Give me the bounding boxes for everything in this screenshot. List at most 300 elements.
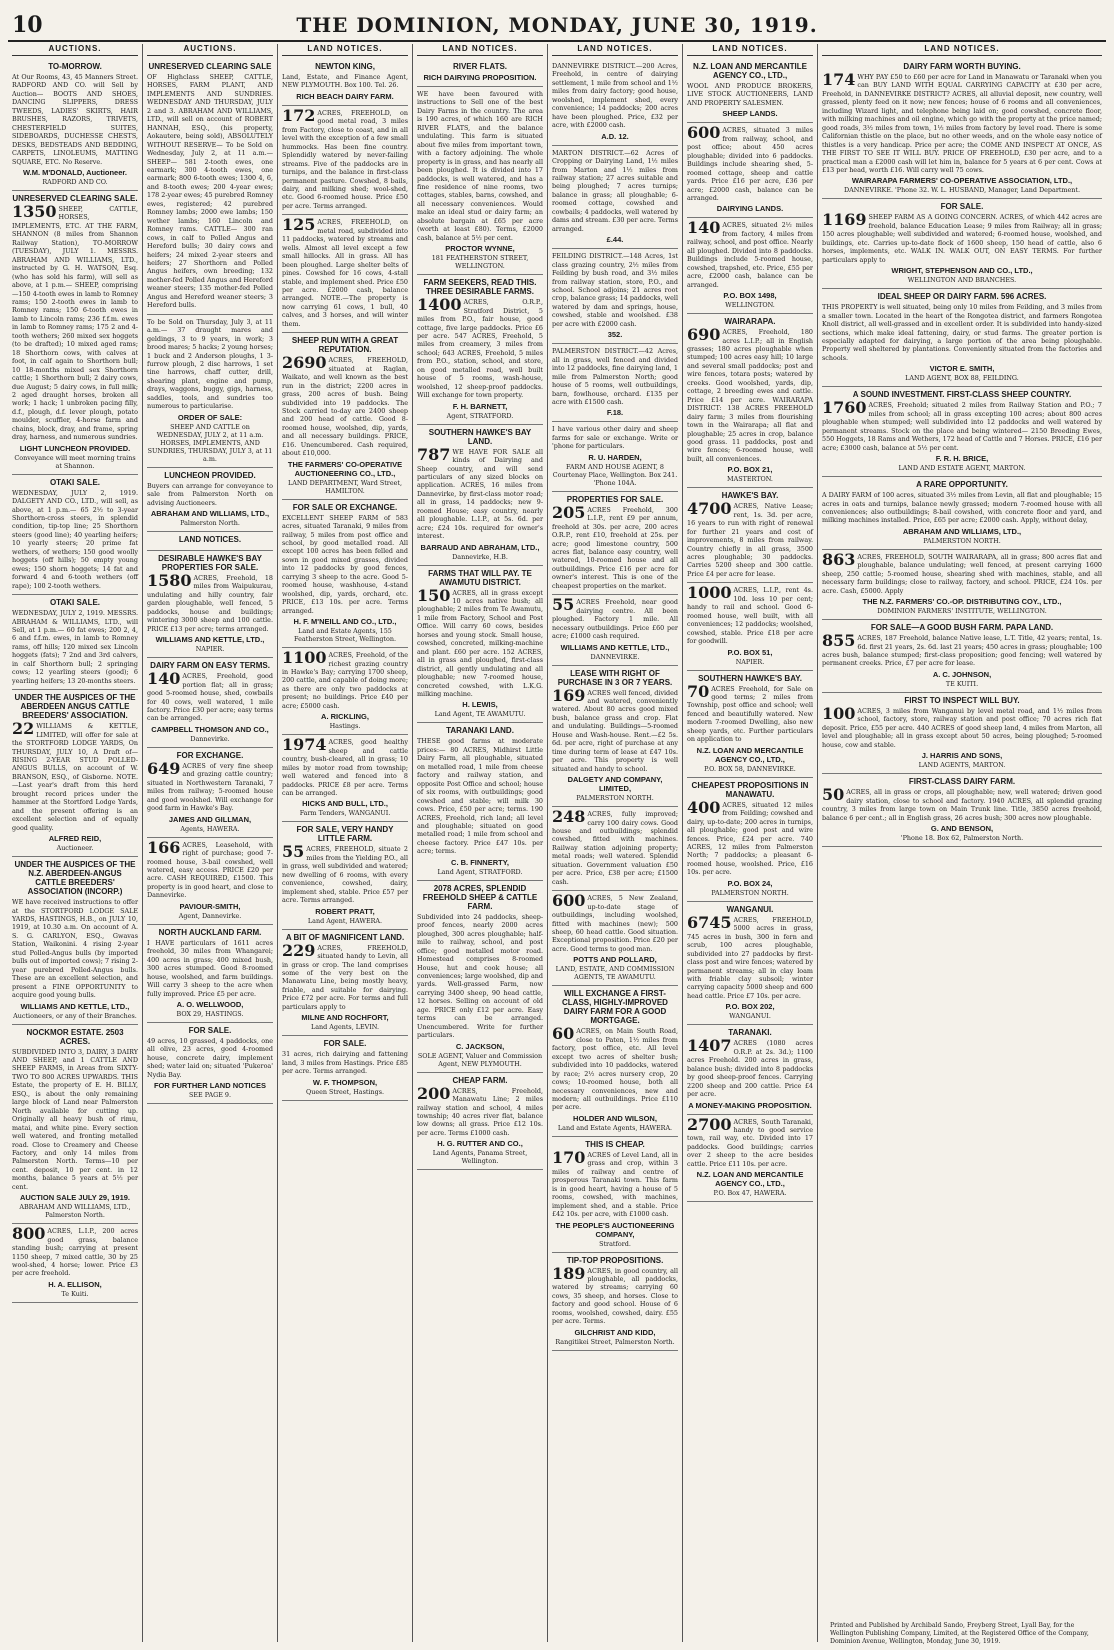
ad-text: WOOL AND PRODUCE BROKERS, LIVE STOCK AUCTIONEERS, LAND AND PROPERTY SALESMEN. [687,82,813,107]
ad-title: DESIRABLE HAWKE'S BAY PROPERTIES FOR SALE. [158,554,262,573]
ad-acreage: 855 [822,631,856,651]
advertisement [822,693,1102,774]
ad-title: FOR SALE. [188,1025,232,1035]
ad-address: Rangitikei Street, Palmerston North. [555,1337,675,1346]
ad-body [822,549,1102,595]
advertisement [822,620,1102,693]
ad-acreage: 189 [552,1263,586,1283]
ad-body [552,347,678,406]
advertisement [552,422,678,491]
ad-title: FARMS THAT WILL PAY. TE AWAMUTU DISTRICT. [428,568,532,587]
advertisement [822,59,1102,199]
ad-text: SUBDIVIDED INTO 3, DAIRY, 3 DAIRY AND SHEEP, and 1 CATTLE AND SHEEP FARMS, in Areas from SIXTY-TWO TO 800 ACRES UPWARDS. THIS Estate, the property of E. H. BILLY, ESQ., is about the only remaining large block of Land near Palmerston North available for cutting up. Originally all heavy bush of rimu, matai, and white pine. Every section well watered, and fronting metalled road. Close to Creamery and Cheese Factory, and only 14 miles from Palmerston North. Terms—10 per cent. deposit, 10 per cent. in 12 months, balance 5 years at 5½ per cent. [12,1047,138,1191]
ad-address: WELLINGTON. [725,301,775,310]
ad-signature: SHEEP LANDS. [722,109,778,119]
ad-text: OF Highclass SHEEP, CATTLE, HORSES, FARM PLANT, AND IMPLEMENTS AND SUNDRIES. WEDNESDAY AND THURSDAY, JULY 2 and 3. ABRAHAM AND WILLIAMS, LTD., will sell on account of ROBERT HANNAH, ESQ., (his property, Aokautere, being sold), ABSOLUTELY WITHOUT RESERVE— To be Sold on Wednesday, July 2, at 11 a.m.— SHEEP— 581 2-tooth ewes, one earmark; 300 4-tooth ewes, one earmark; 800 6-tooth ewes; 1300 4, 6, and 8-tooth ewes; 200 4-year ewes; 178 2-year ewes; 45 purebred Romney ewes, registered; 42 purebred Romney lambs; 2000 ewe lambs; 150 wether lambs; 160 Lincoln and Romney rams. CATTLE— 300 ran cows, in calf to Polled Angus and Hereford bulls; 30 dairy cows and heifers; 24 mixed 2-year steers and heifers; 27 Shorthorn and Polled Angus heifers, own breeding; 132 mother-fed Polled Angus and Hereford weaner steers; 135 mother-fed Polled Angus and Hereford weaner steers; 3 Hereford bulls. [147,73,273,310]
ad-text: 31 acres, rich dairying and fattening land, 3 miles from Hastings. Price £85 per acre. Terms arranged. [282,1050,408,1076]
ad-title: LAND NOTICES. [178,535,242,545]
ad-text: EXCELLENT SHEEP FARM of 583 acres, situated Taranaki, 9 miles from railway, 5 miles from post office and school, by good metalled road. All except 100 acres has been felled and sown in good mixed grasses, divided into 12 paddocks by good fences, carrying 3 sheep to the acre. Good 5-roomed house, washhouse, 4-stand woolshed, dip, yards, orchard, etc. PRICE, £13 10s. per acre. Terms arranged. [282,513,408,615]
ad-acreage: 166 [147,837,181,857]
advertisement [282,648,408,735]
ad-text: ACRES, FREEHOLD, 5000 acres in grass, 745 acres in bush, 300 in fern and scrub, 100 acres ploughable, subdivided into 27 paddocks by first-class post and wire fences; watered by permanent streams; all in clay loam with friable clay subsoil; winter carrying capacity 5000 sheep and 600 head cattle. Price £7 10s. per acre. [687,915,813,1000]
advertisement [12,690,138,857]
ad-acreage: 800 [12,1224,46,1244]
column-heading: LAND NOTICES. [282,44,408,56]
advertisement [417,723,543,880]
ad-address: DANNEVIRKE. [590,652,640,661]
ad-body [552,425,678,450]
ad-signature: AUCTION SALE JULY 29, 1919. [19,1193,131,1203]
ad-signature: P.O. BOX 51, [727,647,773,657]
ad-signature: ROBERT PRATT, [315,906,375,916]
ad-title: TO-MORROW. [48,62,102,71]
column-heading: AUCTIONS. [12,44,138,56]
advertisement [12,1224,138,1303]
ad-address: LAND AND ESTATE AGENT, MARTON. [898,464,1026,473]
ad-text: ACRES, FREEHOLD, situate 2 miles from the Yielding P.O., all in grass, well subdivided and watered; new dwelling of 6 rooms, with every convenience, cowshed, dairy, implement shed, stable. Price £57 per acre. Terms arranged. [282,845,408,905]
advertisement [417,566,543,724]
ad-text: MARTON DISTRICT.—62 Acres of Cropping or Dairying Land, 1½ miles from Marton and 1½ miles from railway station; 27 acres suitable and being ploughed; 7 acres turnips; balance in grass; all ploughable; 6-roomed cottage, cowshed and cowbails; 4 paddocks, well watered by dams and stream. £30 per acre. Terms arranged. [552,148,678,233]
column-3 [278,44,413,1642]
ad-acreage: 1760 [822,398,867,418]
ad-signature: A MONEY-MAKING PROPOSITION. [688,1100,812,1110]
ad-text: I have various other dairy and sheep farms for sale or exchange. Write or 'phone for particulars. [552,425,678,451]
ad-signature: PAVIOUR-SMITH, [179,901,241,911]
ad-text: ACRES of Level Land, all in grass and crop, within 3 miles of railway and centre of prosperous Taranaki town. This farm is in good heart, having a house of 5 rooms, cowshed, with machines, implement shed, and a stable. Price £42 10s. per acre, with £1000 cash. [552,1150,678,1219]
advertisement [687,902,813,1026]
ad-text: ACRES, FREEHOLD, situated at Raglan, Waikato, and well known as the best run in the district; 2200 acres in grass, 200 acres of bush. Being subdivided into 19 paddocks. The Stock carried to-day are 2400 sheep and 200 head of cattle. Good 8-roomed house, woolshed, dip, yards, and all necessary buildings. PRICE, £16. Unencumbered. Cash required, about £10,000. [282,356,408,458]
ad-acreage: 1000 [687,583,732,603]
ad-signature: ORDER OF SALE: [177,412,243,422]
ad-title: FARM SEEKERS, READ THIS. THREE DESIRABLE FARMS. [423,278,537,297]
ad-text: ACRES, situated 12 miles from Feilding; cowshed and dairy, up-to-date; 200 acres in turnips, all ploughable; good post and wire fences. Price, £24 per acre. 740 ACRES, 12 miles from Palmerston North; 7 paddocks; a pleasant 6-roomed house, woolshed. Price, £16 10s. per acre. [687,800,813,877]
ad-address: FARM AND HOUSE AGENT, 8 Courtenay Place, Wellington. Box 241. 'Phone 104A. [552,462,678,487]
ad-acreage: 60 [552,1024,575,1044]
ad-address: Land Agent, STRATFORD. [437,867,523,876]
ad-title: WANGANUI. [726,904,774,914]
advertisement [147,748,273,838]
ad-text: ACRES, Freehold, good portion flat; all in grass; good 5-roomed house, shed, cowbails for 40 cows, well watered, 1 mile factory. Price £30 per acre; easy terms can be arranged. [147,672,273,723]
ad-title: UNDER THE AUSPICES OF THE ABERDEEN ANGUS CATTLE BREEDERS' ASSOCIATION. [14,693,136,721]
ad-body [822,785,1102,822]
ad-address: Hastings. [329,722,361,731]
advertisement [12,475,138,595]
ad-text: ACRES, FREEHOLD, situated handy to Levin, all in grass or crop. The land comprises some of the very best on the Manawatu Line, being mostly heavy, friable, and suitable for dairying. Price £72 per acre. For terms and full particulars apply to [282,943,408,1011]
ad-text: ACRES, FREEHOLD, SOUTH WAIRARAPA, all in grass; 800 acres flat and ploughable, balance undulating; well fenced, at present carrying 1600 sheep, 250 cattle; 5-roomed house, shearing shed with machines, stable, and all necessary farm buildings; close to railway, factory, and school. PRICE, £24 10s. per acre. Cash, £5000. Apply [822,552,1102,595]
ad-acreage: 2690 [282,353,327,373]
ad-signature: H. G. RUTTER AND CO., [437,1139,523,1149]
advertisement [552,1137,678,1253]
ad-signature: H. LEWIS, [462,700,498,710]
advertisement [552,666,678,808]
ad-title: SOUTHERN HAWKE'S BAY. [698,673,802,683]
ad-body [552,1024,678,1112]
advertisement [552,986,678,1137]
ad-text: ACRES, Freehold, 18 miles from Waipukurau, undulating and hilly country, fair garden ploughable, well fenced, 5 paddocks, house and buildings; wintering 3000 sheep and 100 cattle. PRICE £13 per acre; terms arranged. [147,574,273,633]
columns [8,44,1106,1642]
ad-body [417,295,543,400]
ad-text: ACRES, Freehold, of the richest grazing country in Hawke's Bay; carrying 1700 sheep, 200 cattle, and capable of doing more; as there are only two paddocks at present; no buildings. Price £40 per acre; £5000 cash. [282,651,408,710]
ad-signature: RICH BEACH DAIRY FARM. [296,91,394,101]
ad-signature: POTTS AND POLLARD, [573,955,657,965]
ad-text: WE HAVE FOR SALE all kinds of Dairying and Sheep country, and will send particulars of any sized blocks on application. ACRES, 16 miles from Dannevirke, by first-class motor road; all in grass, 14 paddocks; new 9-roomed House; easy country, nearly all ploughable. L.I.P., at 5s. 6d. per acre; £24 10s. required for owner's interest. [417,447,543,541]
ad-address: SEE PAGE 9. [189,1091,231,1100]
ad-acreage: 229 [282,940,316,960]
ad-acreage: 1407 [687,1036,732,1056]
masthead [8,10,1106,42]
advertisement [822,289,1102,387]
ad-signature: VICTOR E. SMITH, [929,364,995,374]
ad-text: ACRES, L.I.P., rent 4s. 10d. less 10 per cent; handy to rail and school. Good 6-roomed house, well built, with all conveniences; 12 paddocks; woolshed, cowshed, stable. Price £18 per acre for goodwill. [687,586,813,646]
ad-body [552,595,678,641]
advertisement [687,123,813,218]
ad-title: OTAKI SALE. [49,477,101,487]
ad-acreage: 1580 [147,571,192,591]
ad-address: Land and Estate Agents, 155 Featherston Street, Wellington. [294,627,396,644]
ad-title: SOUTHERN HAWKE'S BAY LAND. [428,427,532,446]
ad-signature: MILNE AND ROCHFORT, [301,1013,389,1023]
ad-address: DANNEVIRKE. 'Phone 32. W. L. HUSBAND, Manager, Land Department. [843,186,1081,195]
ad-address: LAND AGENT, BOX 88, FEILDING. [905,374,1019,383]
ad-signature: J. HARRIS AND SONS, [921,751,1003,761]
ad-body [552,891,678,953]
ad-acreage: 140 [147,669,181,689]
ad-title: CHEAP FARM. [452,1075,508,1085]
ad-signature: THE FARMERS' CO-OPERATIVE AUCTIONEERING CO., LTD., [287,459,403,478]
ad-acreage: 4700 [687,499,732,519]
ad-signature: DAIRYING LANDS. [716,204,784,214]
ad-body [282,648,408,710]
ad-body [417,737,543,855]
ad-address: Auctioneer. [56,844,94,853]
ad-body [417,444,543,541]
ad-text: ACRES, 187 Freehold, balance Native lease, L.T. Title, 42 years; rental, 1s. 6d. first 21 years, 2s. 6d. last 21 years; 450 acres in grass; ploughable; 100 acres bush, balance stumped; first-class proposition; good fencing; well watered by permanent creeks. Price, £7 per acre for lease. [822,634,1102,668]
ad-body [282,842,408,905]
ad-body [822,70,1102,174]
advertisement [822,550,1102,620]
ad-text: ACRES, FREEHOLD, on good metal road, 3 miles from Factory, close to coast, and in all level with the exception of a few small hummocks. Has been fine country. Splendidly watered by never-failing streams. Five of the paddocks are in turnips, and the balance in first-class permanent pasture. Cowshed, 8 bails, dairy, and milking shed; wool-shed, etc. Good 6-roomed house. Price £50 per acre. Terms arranged. [282,108,408,210]
ad-signature: BARRAUD AND ABRAHAM, LTD., [420,542,540,552]
ad-body [12,1048,138,1192]
ad-body [147,1037,273,1079]
ad-text: SHEEP FARM AS A GOING CONCERN. ACRES, of which 442 acres are freehold, balance Education Lease; 9 miles from Railway; all in grass; 150 acres ploughable; well subdivided and watered; 6-roomed house, woolshed, and buildings, etc. Carries up-to-date flock of 1600 sheep, 150 head of cattle, also 6 horses, implements, etc. WALK IN. WALK OUT, ON EASY TERMS. For further particulars apply to [822,213,1102,264]
ad-body [822,491,1102,525]
advertisement [12,59,138,191]
advertisement [417,881,543,1073]
ad-address: PALMERSTON NORTH. [711,888,789,897]
ad-signature: 352. [607,330,623,340]
ad-body [552,62,678,130]
ad-title: FOR SALE OR EXCHANGE. [292,502,398,512]
column-1 [8,44,143,1642]
ad-title: WAIRARAPA. [724,317,776,327]
ad-body [282,735,408,797]
ad-body [417,913,543,1040]
ad-address: Land and Estate Agents, HAWERA. [557,1123,673,1132]
advertisement [147,532,273,551]
ad-text: 49 acres, 10 grassed, 4 paddocks, one all olive, 23 acres, good 4-roomed house, concrete dairy, implement shed; water laid on; situated 'Pukeroa' Nydia Bay. [147,1036,273,1079]
advertisement [687,583,813,670]
ad-body [687,912,813,1001]
ad-signature: WILLIAMS AND KETTLE, LTD., [560,642,670,652]
ad-text: ACRES, situated 2½ miles from factory, 4 miles from railway, school, and post office. Nearly all ploughed. Divided into 8 paddocks. Buildings include 5-roomed house, cowshed, trapshed, etc. Price, £55 per acre, £2000 cash, balance can be arranged. [687,221,813,289]
ad-text: ACRES, O.R.P., Stratford District, 5 miles from P.O., fair house, good cottage, five large paddocks. Price £6 per acre. 547 ACRES, Freehold, 5 miles from creamery, 3 miles from school; 643 ACRES, Freehold, 5 miles from P.O., station, school, and store, on good metalled road, well built house of 5 rooms, wash-house, woolshed, 12 sheep-proof paddocks. Will exchange for town property. [417,298,543,400]
ad-address: Dannevirke, H.B. [452,552,508,561]
ad-address: ABRAHAM AND WILLIAMS, LTD., Palmerston North. [19,1203,131,1220]
advertisement [147,468,273,532]
ad-text: ACRES well fenced, divided and watered, conveniently watered. About 80 acres good mixed bush, balance grass and crop. Flat and undulating. Buildings—5-roomed House and Wash-house. Rent.—£2 5s. 6d. per acre, right of purchase at any time during term of lease at £47 10s. per acre. This property is well situated and handy to school. [552,688,678,773]
ad-signature: F.18. [606,408,624,418]
ad-acreage: 1169 [822,210,867,230]
column-heading: LAND NOTICES. [552,44,678,56]
ad-text: ACRES, fully improved; carry 100 dairy cows. Good house and outbuildings; splendid cowshed, fitted with machines. Railway station adjoining property; metal roads; well watered. Splendid situation. Government valuation £50 per acre. Price, £38 per acre; £1500 cash. [552,810,678,886]
ad-body [147,939,273,998]
ad-text: ACRES, all in grass or crops, all ploughable; new, well watered; driven good dairy station, close to school and factory. 1940 ACRES, all splendid grazing country, 3 miles from large town on Main Trunk line. Title, 3850 acres freehold, balance 6 per cent.; all in English grass, 26 acres bush; 300 acres now ploughable. [822,788,1102,822]
ad-title: LUNCHEON PROVIDED. [164,470,256,480]
ad-signature: P.O. BOX 1498, [723,291,777,301]
column-heading: LAND NOTICES. [687,44,813,56]
ad-address: MASTERTON. [727,475,773,484]
ad-address: SOLE AGENT, Valuer and Commission Agent, NEW PLYMOUTH. [417,1051,543,1068]
ad-title: 2078 ACRES, SPLENDID FREEHOLD SHEEP & CATTLE FARM. [422,883,538,911]
ad-body [147,73,273,310]
ad-signature: P.O. BOX 202, [725,1002,775,1012]
ad-title: RIVER FLATS. [452,62,508,71]
ad-signature: DALGETY AND COMPANY, LIMITED, [567,775,663,794]
advertisement [822,387,1102,477]
ad-body [687,797,813,877]
advertisement [822,199,1102,289]
ad-title: FOR SALE—A GOOD BUSH FARM. PAPA LAND. [870,623,1054,633]
ad-signature: A. RICKLING, [321,712,369,722]
ad-body [417,90,543,242]
ad-body [147,318,273,411]
ad-body [12,201,138,442]
ad-title: UNRESERVED CLEARING SALE. [12,193,138,203]
ad-text: THIS PROPERTY is well situated, being only 10 miles from Feilding, and 3 miles from a smaller town. Located in the heart of the Rongotea district, and farmers Rongotea Knoll district, all well-grassed and in excellent order. It is subdivided into handy-sized sections, which make ideal fattening, dairy, or stud farms. The greater portion is especially adapted for dairying, a large portion of the area being ploughable. Property well sheltered by plantations. Conveniently situated from the factories and schools. [822,303,1102,362]
ad-acreage: 200 [417,1083,451,1103]
ad-signature: WAIRARAPA FARMERS' CO-OPERATIVE ASSOCIATION, LTD., [851,176,1073,186]
advertisement [12,191,138,475]
ad-body [687,123,813,202]
ad-title: N.Z. LOAN AND MERCANTILE AGENCY CO., LTD., [693,62,807,80]
advertisement [282,930,408,1037]
ad-title: WILL EXCHANGE A FIRST-CLASS, HIGHLY-IMPROVED DAIRY FARM FOR A GOOD MORTGAGE. [562,989,668,1026]
ad-title: OTAKI SALE. [49,598,101,608]
ad-address: 181 FEATHERSTON STREET, WELLINGTON. [431,254,529,271]
advertisement [687,1115,813,1203]
ad-body [282,215,408,328]
ad-address: PALMERSTON NORTH. [576,794,654,803]
ad-title: FOR SALE. [940,202,984,212]
column-2 [143,44,278,1642]
ad-signature: ABRAHAM AND WILLIAMS, LTD., [150,509,270,519]
ad-text: ACRES, good healthy sheep and cattle country, bush-cleared, all in grass; 10 miles by motor road from township; well watered and fenced into 8 paddocks. PRICE £8 per acre. Terms can be arranged. [282,738,408,797]
ad-text: Land, Estate, and Finance Agent, NEW PLYMOUTH. Box 100. Tel. 26. [282,73,408,90]
column-heading: AUCTIONS. [147,44,273,56]
ad-title: DAIRY FARM WORTH BUYING. [903,62,1021,71]
ad-text: ACRES, 3 miles from Wanganui by level metal road, and 1½ miles from school, factory, store, railway station and post office; 70 acres rich flat deposit. Price, £55 per acre. 440 ACRES of good sheep land, 4 miles from Marton, all level and ploughable; all in grass except about 50 acres, being ploughed; 5-roomed house, cow and stable. [822,706,1102,749]
column-heading: LAND NOTICES. [417,44,543,56]
newspaper-title: THE DOMINION, MONDAY, JUNE 30, 1919. [296,13,818,37]
advertisement [282,500,408,648]
advertisement [552,891,678,986]
ad-acreage: 2700 [687,1114,732,1134]
ad-title: FOR SALE, VERY HANDY LITTLE FARM. [296,825,394,844]
ad-signature: THE PEOPLE'S AUCTIONEERING COMPANY, [555,1220,675,1239]
ad-text: PALMERSTON DISTRICT.—42 Acres, all in grass, well fenced and divided into 12 paddocks, fine dairying land, 1 mile from Palmerston North; good house of 5 rooms, well outbuildings, barn, fowlhouse, orchard. £135 per acre with £1500 cash. [552,347,678,406]
ad-title: TIP-TOP PROPOSITIONS. [566,1255,664,1265]
advertisement [12,1025,138,1225]
ad-acreage: 70 [687,681,710,701]
ad-signature: N.Z. LOAN AND MERCANTILE AGENCY CO., LTD., [696,1170,804,1189]
ad-title: TARANAKI. [728,1028,772,1038]
advertisement [282,333,408,499]
column-5 [548,44,683,1642]
ad-body [552,1147,678,1219]
ad-address: WELLINGTON AND BRANCHES. [907,276,1017,285]
advertisement [687,671,813,778]
ad-text: ACRES, Leasehold, with right of purchase; good 7-roomed house, 3-bail cowshed, well watered, easy access. PRICE £20 per acre. CASH REQUIRED, £1500. This property is in good heart, and close to Dannevirke. [147,840,273,900]
ad-text: To be Sold on Thursday, July 3, at 11 a.m.— 37 draught mares and geldings, 3 to 9 years, in work; 3 brood mares; 5 hacks; 2 young horses; 1 buck and 2 Anderson ploughs, 1 3-furrow plough, 2 disc harrows, 1 set tine harrows, chaff cutter, drill, shearing plant, engine and pump, drays, waggons, buggy, gigs, harness, saddles, tools, and sundries too numerous to particularise. [147,317,273,411]
ad-address: Stratford. [599,1239,631,1248]
ad-text: ACRES, on Main South Road, close to Paten, 1½ miles from factory, post office, etc. All level except two acres of shelter bush; subdivided into 10 paddocks, watered by race; 2½ acres nursery crop, 20 cows; 10-roomed house, both all necessary conveniences, new and modern; all outbuildings. Price £110 per acre. [552,1027,678,1112]
advertisement [417,275,543,424]
ad-body [282,940,408,1012]
advertisement [552,807,678,891]
ad-text: WEDNESDAY, JULY 2, 1919. DALGETY AND CO., LTD., will sell, as above, at 1 p.m.— 65 2½ to 3-year Shorthorn-cross steers, in splendid condition, tip-top line; 25 Shorthorn steers (good line); 40 yearling heifers; 10 yearly steers; 20 prime fat wethers, of wethers; 150 good woolly hoggets (off hills); 50 empty young ewes; 150 shorn hoggets; 14 fat and forward 4 and 6-tooth wethers (off rape); 100 2-tooth wethers. [12,488,138,590]
advertisement [822,774,1102,847]
advertisement [147,59,273,315]
ad-title: THIS IS CHEAP. [585,1139,645,1149]
ad-address: Queen Street, Hastings. [305,1087,385,1096]
ad-body [282,353,408,458]
ad-body [552,685,678,774]
ad-acreage: 170 [552,1147,586,1167]
ad-body [822,398,1102,452]
ad-text: ACRES of very fine sheep and grazing cattle country; situated in Northwestern Taranaki, 7 miles from railway; 5-roomed house and good woolshed. Will exchange for good farm in Hawke's Bay. [147,761,273,813]
ad-title: FIRST TO INSPECT WILL BUY. [904,695,1020,705]
advertisement [687,59,813,123]
ad-signature: R. U. HARDEN, [588,452,642,462]
ad-address: Palmerston North. [180,519,240,528]
ad-address: 'Phone 18. Box 62, Palmerston North. [900,834,1024,843]
ad-address: P.O. BOX 58, DANNEVIRKE. [704,764,796,773]
ad-body [12,489,138,590]
ad-acreage: 787 [417,444,451,464]
ad-title: UNDER THE AUSPICES OF THE N.Z. ABERDEEN-ANGUS CATTLE BREEDERS' ASSOCIATION (INCORP.) [14,860,136,897]
ad-acreage: 1400 [417,295,462,315]
advertisement [687,778,813,902]
ad-body [12,898,138,999]
ad-signature: WILLIAMS AND KETTLE, LTD., [20,1001,130,1011]
advertisement [147,315,273,468]
ad-body [687,1036,813,1099]
ad-signature: £.44. [606,235,624,245]
ad-acreage: 1350 [12,201,57,221]
page-number: 10 [12,12,43,38]
ad-text: ACRES, 5 New Zealand, up-to-date stage of outbuildings, including woolshed, fitted with machines (new); 500 sheep, 60 head cattle. Good situation. Exceptional proposition. Price £20 per acre. Good terms to good man. [552,894,678,953]
ad-text: ACRES, in good country, all ploughable, all paddocks, watered by streams; carrying 60 cows, 35 sheep, and horses. Close to factory and good school. House of 6 rooms, woolshed, cowshed, dairy. £55 per acre. Terms. [552,1266,678,1326]
ad-body [687,325,813,463]
ad-signature: P.O. BOX 21, [727,465,773,475]
advertisement [282,1036,408,1100]
advertisement [282,735,408,822]
ad-signature: THE N.Z. FARMERS' CO.-OP. DISTRIBUTING COY., LTD., [862,597,1062,607]
ad-acreage: 600 [687,123,721,143]
ad-text: I HAVE particulars of 1611 acres freehold, 30 miles from Whangarei; 400 acres in grass; 400 mixed bush, 300 acres stumped. Good 8-roomed house, woolshed, and farm buildings. Will carry 3 sheep to the acre when fully improved. Price £5 per acre. [147,938,273,998]
ad-text: FEILDING DISTRICT.—148 Acres, 1st class grazing country, 2½ miles from Feilding by bush road, and 3½ miles from railway station, store, P.O., and school. School adjoins; 21 acres root crop, balance grass; 14 paddocks, well watered by dam and springs, house, cowshed, stable and woolshed. £38 per acre with £2000 cash. [552,252,678,328]
ad-text: Buyers can arrange for conveyance to sale from Palmerston North on advising Auctioneers. [147,481,273,507]
ad-title: HAWKE'S BAY. [721,491,779,501]
advertisement [12,857,138,1024]
ad-text: ACRES (1080 acres O.R.P. at 2s. 3d.); 1100 acres Freehold. 200 acres in grass, balance bush; divided into 8 paddocks by good sheep-proof fences. Carrying 2200 sheep and 200 cattle. Price £4 per acre. [687,1039,813,1099]
ad-text: ACRES, Native Lease; rent, 1s. 3d. per acre, 16 years to run with right of renewal for further 21 years and cost of improvements, 8 miles from railway. Country chiefly in all grass, 3500 acres ploughable; 30 paddocks. Carries 5200 sheep and 300 cattle. Price £4 per acre for lease. [687,502,813,578]
ad-body [282,1050,408,1075]
ad-title: A SOUND INVESTMENT. FIRST-CLASS SHEEP COUNTRY. [852,390,1072,400]
ad-text: SHEEP, CATTLE, HORSES, IMPLEMENTS, ETC. AT THE FARM, SHANNON (8 miles from Shannon Railway Station), TO-MORROW (TUESDAY), JULY 1. MESSRS. ABRAHAM AND WILLIAMS, LTD., instructed by G. H. WATSON, Esq. (who has sold his farm), will sell as above, at 1 p.m.— SHEEP, comprising—150 4-tooth ewes in lamb to Romney rams; 150 2-tooth ewes in lamb to Romney rams; 150 6-tooth ewes in lamb to Lincoln rams; 236 f.f.m. ewes in lamb to Romney rams; 175 2 and 4-tooth wethers; 260 mixed sex hoggets (to be drafted); 10 mixed aged rams; 18 Shorthorn cows, with calves at foot, in calf again to Shorthorn bull; 10 18-months mixed sex Shorthorn cattle; 1 Shorthorn bull; 2 dairy cows, due August; 5 dairy cows, in full milk; 2 aged draught horses, broken all work; 1 hack; 1 unbroken pacing filly, d.f., plough, d.f. lever plough, potato moulder, scuffler, 4-horse farm and chains, block, dray, and frame, spring dray, harness, and numerous sundries. [12,204,138,442]
ad-body [282,514,408,615]
ad-text: ACRES, FREEHOLD, on metal road, subdivided into 11 paddocks, watered by streams and wells. Almost all level except a few small hillocks. All in grass. All has been ploughed. Large shelter belts of pines. Cowshed for 16 cows, 4-stall stable, and implement shed. Price £50 per acre. £2000 cash, balance arranged. NOTE.—The property is now carrying 61 cows, 1 bull, 40 calves, and 3 horses, and will winter them. [282,218,408,328]
ad-acreage: 1100 [282,648,327,668]
ad-signature: A. O. WELLWOOD, [176,999,244,1009]
ad-text: WILLIAMS & KETTLE, LIMITED, will offer for sale at the STORTFORD LODGE YARDS, On THURSDAY, JULY 10, A Draft of— RISING 2-YEAR STUD POLLED-ANGUS BULLS, on account of W. BRANSON, ESQ., of Gisborne. NOTE.—Last year's draft from this herd brought record prices under the hammer at the Stortford Lodge Yards, and the present offering is an excellent selection and of equally good quality. [12,722,138,832]
ad-signature: F. H. BARNETT, [452,401,508,411]
ad-acreage: 50 [822,785,845,805]
ad-acreage: 863 [822,549,856,569]
ad-text: WHY PAY £50 to £60 per acre for Land in Manawatu or Taranaki when you can BUY LAND WITH EQUAL CARRYING CAPACITY at £30 per acre, Freehold, in DANNEVIRKE DISTRICT? ACRES, all alluvial deposit, new country, well grassed, plenty feed on it now; new fences; house of 6 rooms and all conveniences, including Wizard light, and telephone being laid on; good cowshed, concrete floor, with milking machines and oil engine, which go with the property at the price named; good roads, 3½ miles from town, 1½ miles from factory by level road. There is some Californian thistle on the place, but no other weeds, and on the whole easy notice of thistles is a very handicap. Price per acre; the COME AND INSPECT AT ONCE, AS THE FIRST TO SEE IT WILL BUY. PRICE OF FREEHOLD, £30 per acre, and to a practical man a £2000 cash will let him in, balance for 5 years at 6 per cent. Cows at £13 per head, worth £16. Will carry well 75 cows. [822,73,1102,174]
advertisement [687,488,813,583]
ad-acreage: 55 [282,842,305,862]
advertisement [552,249,678,344]
advertisement [417,87,543,275]
ad-address: LAND AGENTS, MARTON. [918,761,1006,770]
ad-signature: A. C. JOHNSON, [932,669,992,679]
ad-acreage: 125 [282,215,316,235]
ad-address: DOMINION FARMERS' INSTITUTE, WELLINGTON. [877,607,1047,616]
ad-body [552,1263,678,1326]
ad-address: P.O. Box 47, HAWERA. [713,1189,787,1198]
ad-signature: P.O. BOX 24, [727,878,773,888]
ad-signature: W. F. THOMPSON, [312,1077,378,1087]
ad-acreage: 248 [552,807,586,827]
ad-signature: WRIGHT, STEPHENSON AND CO., LTD., [891,266,1033,276]
ad-acreage: 600 [552,891,586,911]
advertisement [552,146,678,250]
ad-acreage: 649 [147,758,181,778]
ad-text: ACRES, L.I.P., 200 acres good grass, balance standing bush; carrying at present 1150 sheep, 7 mixed cattle, 30 by 25 wool-shed, 4 horse; lower. Price £3 per acre freehold. [12,1227,138,1278]
ad-body [12,1224,138,1278]
ad-body [282,73,408,90]
ad-address: Land Agent, HAWERA. [307,916,383,925]
advertisement [552,59,678,146]
ad-address: BOX 29, HASTINGS. [176,1009,244,1018]
ad-address: Agents, HAWERA. [180,824,240,833]
ad-acreage: 205 [552,502,586,522]
ad-text: ACRES, Freehold, Manawatu Line; 2 miles railway station and school, 4 miles township; 40 acres river flat, balance low downs; all grass. Price £12 10s. per acre. Terms £1000 cash. [417,1086,543,1137]
ad-address: PALMERSTON NORTH. [923,536,1001,545]
ad-signature: ABRAHAM AND WILLIAMS, LTD., [902,526,1022,536]
ad-address: NAPIER. [195,645,225,654]
ad-acreage: 169 [552,685,586,705]
ad-body [147,758,273,813]
ad-acreage: 400 [687,797,721,817]
ad-body [147,837,273,900]
ad-address: Auctioneers, or any of their Branches. [13,1011,137,1020]
ad-body [147,669,273,723]
ad-acreage: 1974 [282,735,327,755]
ad-signature: G. AND BENSON, [930,824,994,834]
